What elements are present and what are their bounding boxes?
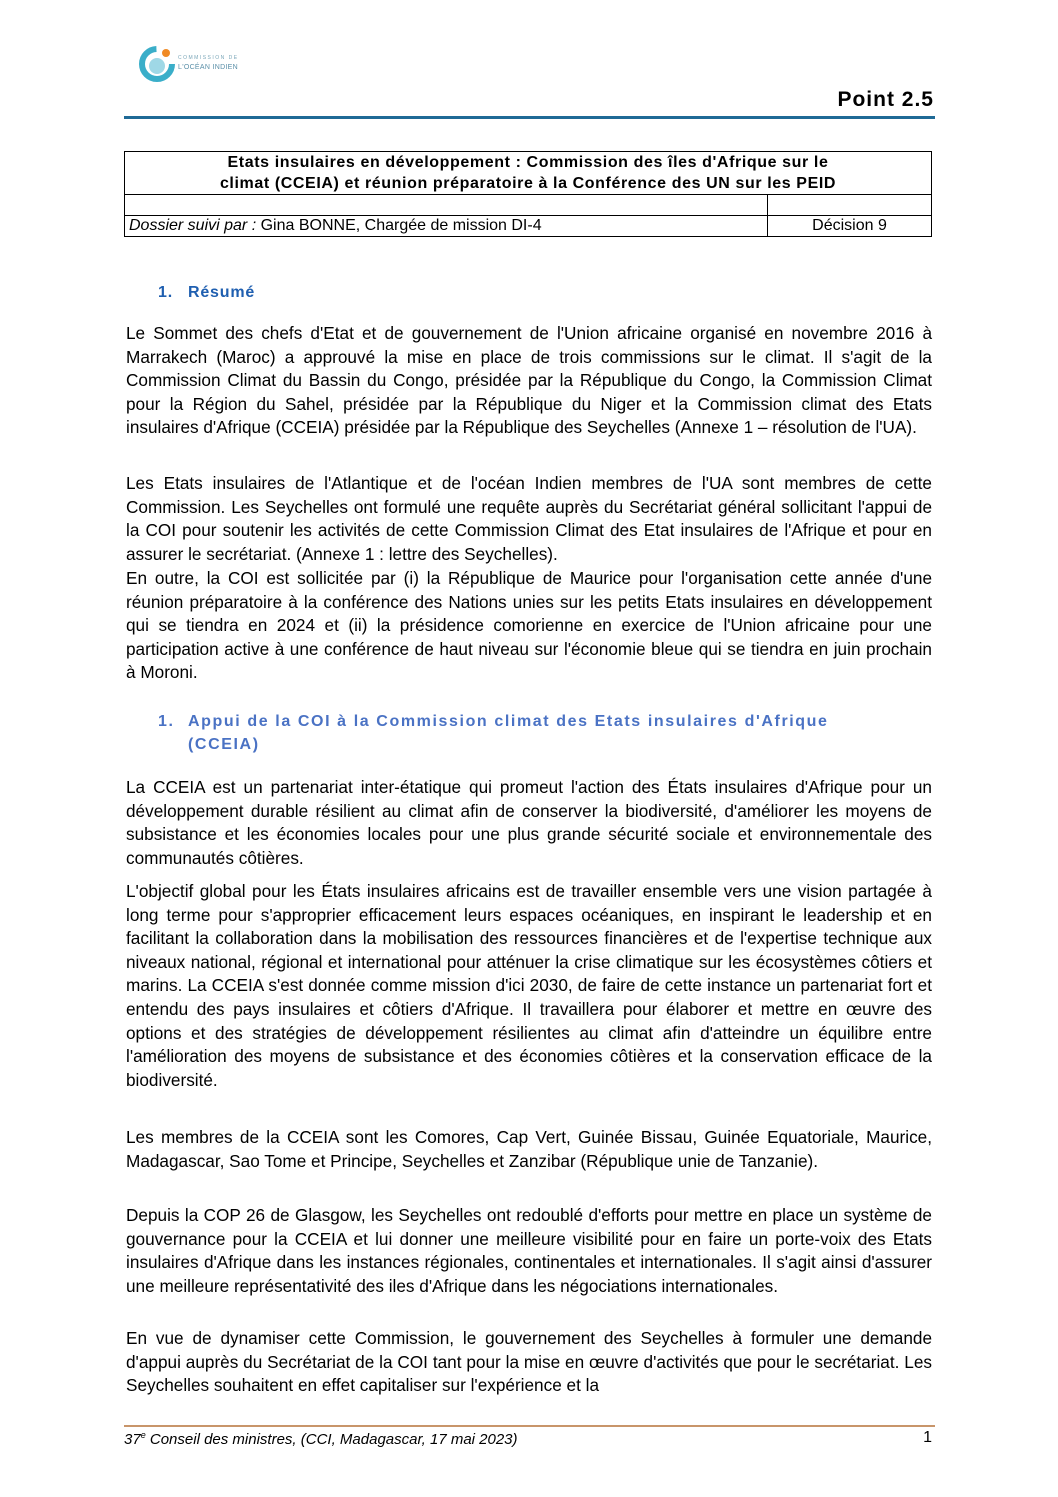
- paragraph: Les Etats insulaires de l'Atlantique et de l'océan Indien membres de l'UA sont membres de cette Commission. Les Seychelles ont formulé une requête auprès du Secrétariat général sollicitant l'appui de la COI pour soutenir les activités de cette Commission Climat des Etat insulaires de l'Afrique et pour en assurer le secrétariat. (Annexe 1 : lettre des Seychelles).: [126, 473, 932, 564]
- title-line-1: Etats insulaires en développement : Commission des îles d'Afrique sur le: [227, 154, 829, 171]
- section-title: Résumé: [188, 284, 256, 301]
- paragraph: En vue de dynamiser cette Commission, le gouvernement des Seychelles à formuler une demande d'appui auprès du Secrétariat de la COI tant pour la mise en œuvre d'activités que pour le secrétariat. Les Seychelles souhaitent en effet capitaliser sur l'expérience et la: [126, 1328, 932, 1396]
- dossier-cell: [125, 216, 768, 237]
- section-number: 1.: [158, 284, 173, 301]
- section-title-line2: (CCEIA): [188, 736, 260, 753]
- section-heading-resume: [158, 284, 255, 302]
- footer-text: [124, 1430, 518, 1448]
- paragraph: La CCEIA est un partenariat inter-étatique qui promeut l'action des États insulaires d'Afrique pour un développement durable résilient au climat afin de conserver la biodiversité, d'améliorer les moyens de subsistance et les économies locales pour une plus grande sécurité sociale et environnementale des communautés côtières.: [126, 777, 932, 868]
- footer-rule: [124, 1425, 935, 1427]
- page-number: 1: [923, 1429, 932, 1446]
- dossier-value: Gina BONNE, Chargée de mission DI-4: [256, 217, 542, 234]
- logo-line1: COMMISSION DE: [178, 55, 239, 61]
- logo-line2: L'OCÉAN INDIEN: [178, 64, 238, 71]
- paragraph: Depuis la COP 26 de Glasgow, les Seychelles ont redoublé d'efforts pour mettre en place un système de gouvernance pour la CCEIA et lui donner une meilleure visibilité pour en faire un porte-voix des Etats insulaires d'Afrique dans les instances régionales, continentales et internationales. Il s'agit ainsi d'assurer une meilleure représentativité des iles d'Afrique dans les négociations internationales.: [126, 1205, 932, 1296]
- point-label: Point 2.5: [837, 88, 934, 111]
- title-table: [124, 151, 932, 237]
- paragraph: En outre, la COI est sollicitée par (i) la République de Maurice pour l'organisation cette année d'une réunion préparatoire à la conférence des Nations unies sur les petits Etats insulaires en développement qui se tiendra en 2024 et (ii) la présidence comorienne en exercice de l'Union africaine pour une participation active à une conférence de haut niveau sur l'économie bleue qui se tiendra en juin prochain à Moroni.: [126, 568, 932, 683]
- footer-label: Conseil des ministres, (CCI, Madagascar, 17 mai 2023): [145, 1431, 518, 1448]
- paragraph: L'objectif global pour les États insulaires africains est de travailler ensemble vers une vision partagée à long terme pour s'approprier efficacement leurs espaces océaniques, en inspirant le leadership et en facilitant la collaboration dans la mobilisation des ressources financières et de l'expertise technique aux niveaux national, régional et international pour atténuer la crise climatique sur les écosystèmes côtiers et marins. La CCEIA s'est donnée comme mission d'ici 2030, de faire de cette instance un partenariat fort et entendu des pays insulaires et côtiers d'Afrique. Il travaillera pour élaborer et mettre en œuvre des options et des stratégies de développement résilientes au climat afin d'atteindre un équilibre entre l'amélioration des moyens de subsistance et des économies côtières et la conservation efficace de la biodiversité.: [126, 881, 932, 1090]
- coi-logo-icon: [138, 44, 176, 82]
- title-line-2: climat (CCEIA) et réunion préparatoire à la Conférence des UN sur les PEID: [219, 175, 837, 192]
- empty-cell-right: [768, 195, 932, 216]
- document-title: [125, 152, 932, 195]
- empty-cell-left: [125, 195, 768, 216]
- decision-cell: Décision 9: [768, 216, 932, 237]
- paragraph: Les membres de la CCEIA sont les Comores, Cap Vert, Guinée Bissau, Guinée Equatoriale, Maurice, Madagascar, Sao Tome et Principe, Seychelles et Zanzibar (République unie de Tanzanie).: [126, 1127, 932, 1171]
- coi-logo: [138, 44, 338, 84]
- section-title: Appui de la COI à la Commission climat des Etats insulaires d'Afrique: [188, 713, 829, 730]
- footer-number: 37: [124, 1431, 141, 1448]
- dossier-label: Dossier suivi par :: [129, 217, 257, 234]
- section-heading-appui: [158, 710, 933, 756]
- paragraph: Le Sommet des chefs d'Etat et de gouvernement de l'Union africaine organisé en novembre 2016 à Marrakech (Maroc) a approuvé la mise en place de trois commissions sur le climat. Il s'agit de la Commission Climat du Bassin du Congo, présidée par la République du Congo, la Commission Climat pour la Région du Sahel, présidée par la République du Niger et la Commission climat des Etats insulaires d'Afrique (CCEIA) présidée par la République des Seychelles (Annexe 1 – résolution de l'UA).: [126, 323, 932, 438]
- header-rule: [124, 116, 935, 119]
- section-number: 1.: [158, 713, 175, 730]
- footer-sup: e: [140, 1430, 146, 1440]
